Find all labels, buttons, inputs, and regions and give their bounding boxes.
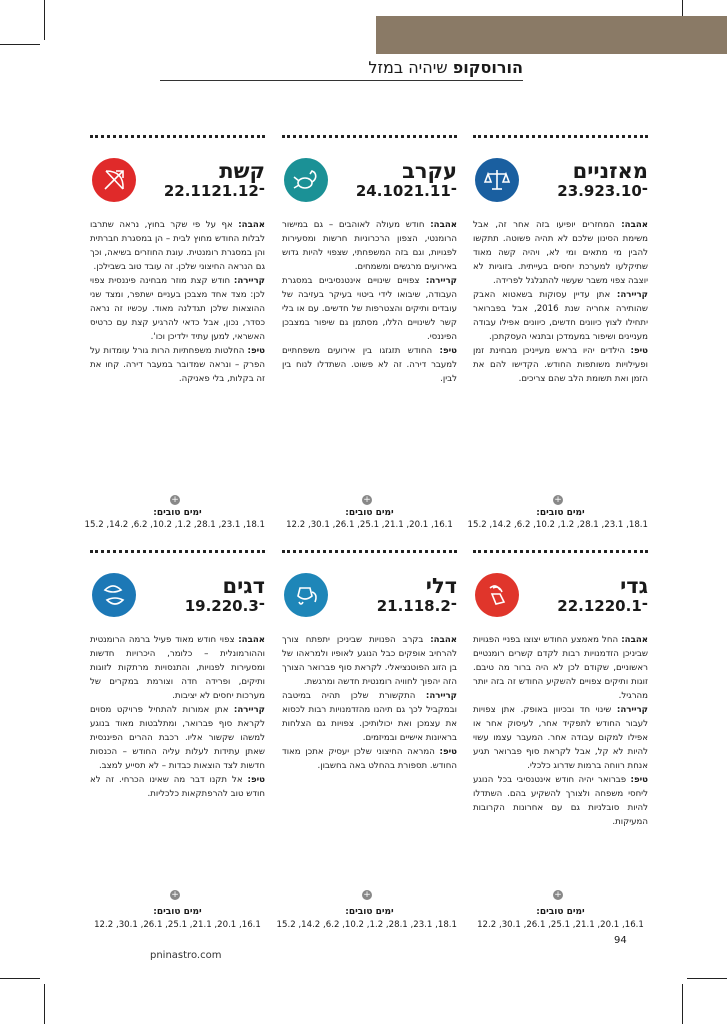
page-header-title <box>368 58 523 77</box>
section-label: אהבה: <box>430 220 457 230</box>
sign-name: קשת <box>219 159 265 183</box>
sign-header <box>282 156 457 204</box>
dotted-rule <box>473 550 648 553</box>
crop-mark <box>0 978 40 979</box>
sign-dates: 21.1־18.2 <box>376 597 457 615</box>
crop-mark <box>44 0 45 40</box>
good-days-label: ימים טובים: <box>536 508 585 518</box>
sign-title-block <box>557 160 648 200</box>
plus-icon: + <box>554 495 562 505</box>
section-text: שינוי חד ובכיוון באופק. אתן צפויות לעבור החודש לתפקיד אחר, לעיסוק אחר או אפילו למקום עבודה אחר. המעבר עצמו עשוי להיות לא קל, אבל לקראת סוף פברואר תגיע אנחת רווחה ברמות שדרוג כלכלי. <box>473 705 648 771</box>
page-number: 94 <box>614 935 627 946</box>
header-rule <box>160 80 523 81</box>
good-days-list: 18.1, 23.1, 28.1, 1.2, 10.2, 6.2, 14.2, 15.2 <box>467 520 648 530</box>
good-days-label: ימים טובים: <box>345 907 394 917</box>
section-label: אהבה: <box>621 220 648 230</box>
website-url: pninastro.com <box>150 950 222 961</box>
section-text: חודש מעולה לאוהבים – גם במישור הרומנטי, הצפון הרכרוניות חרשות ומסעירות לפגויות, וגם בזה המשפחתי, שצפוי להיות גדוש באירועים מרגשים ומשמחים. <box>282 220 457 272</box>
section-text: צפויים שינויים אינטנסיביים במסגרת העבודה, שיבואו לידי ביטוי בעיקר בעזיבה של עובדים ותיקים והצטרפות של חדשים. עם או בלי קשר לשינויים הללו, מסתמן גם שיפור במצבכן הפיננסי. <box>282 276 457 342</box>
sign-dates: 24.10־21.11 <box>355 182 457 200</box>
good-days-label: ימים טובים: <box>345 508 394 518</box>
section-text: הילדים יהיו בראש מעייניכן מבחינת זמן ופעילויות משותפות החודש. הקדישו להם את הזמן ואת תשומת הלב שהם צריכים. <box>473 346 648 384</box>
sign-name: דגים <box>222 574 265 598</box>
section-label: אהבה: <box>238 220 265 230</box>
section-label: טיפ: <box>630 775 648 785</box>
section-label: אהבה: <box>430 635 457 645</box>
section-text: אתן אמורות להתחיל פרויקט מסוים לקראת סוף פברואר, ומתלבטות מאוד בנוגע למשהו שקשור אליו. רכבת ההרים הפיננסית שאתן עתידות לעלות עליה החודש – הכנסות חדשות לצד הוצאות כבדות – לא תסייע למצב. <box>90 705 265 771</box>
section-label: אהבה: <box>621 635 648 645</box>
sign-header <box>473 571 648 619</box>
section-text: חודש קצת מוזר מבחינה פיננסית צפוי לכן: מצד אחד מצבכן בעניים ישתפר, ומצד שני ההוצאות שלכן תגדלנה מאוד. עכשיו זה נראה כסדר, נכון, אבל כדאי להרגיע קצת עם כרטיס האשראי, למען עתיד ילדיכן וכו'. <box>90 276 265 342</box>
sign-card-aquarius <box>276 550 457 940</box>
sign-card-pisces <box>90 550 265 940</box>
header-title-bold: הורוסקופ <box>452 58 523 77</box>
sign-header <box>90 571 265 619</box>
sign-title-block <box>557 575 648 615</box>
section-text: בקרב הפנויות שביניכן יתפתח צורך להרחיב אופקים כבל הנוגע לאופיו ולמראהו של בן הזוג הפוטנציאלי. לקראת סוף פברואר הצורך הזה יהפוך לחוויה רומנטית חדשה ומרגשת. <box>282 635 457 687</box>
section-text: אל תקנו דבר מה שאינו הכרחי. זה לא חודש טוב להרפתקאות כלכליות. <box>90 775 265 799</box>
plus-icon: + <box>171 495 179 505</box>
section-label: קריירה: <box>425 691 457 701</box>
plus-icon: + <box>171 890 179 900</box>
good-days-list: 16.1, 20.1, 21.1, 25.1, 26.1, 30.1, 12.2 <box>286 520 453 530</box>
section-label: אהבה: <box>238 635 265 645</box>
section-label: טיפ: <box>247 775 265 785</box>
sign-dates: 23.9־23.10 <box>557 182 648 200</box>
sign-name: גדי <box>620 574 648 598</box>
bow-arrow-icon <box>92 158 136 202</box>
section-label: קריירה: <box>425 276 457 286</box>
sign-body <box>282 633 457 883</box>
crop-mark <box>687 978 727 979</box>
section-label: קריירה: <box>616 705 648 715</box>
sign-title-block <box>356 160 457 200</box>
scales-icon <box>475 158 519 202</box>
sign-name: עקרב <box>402 159 457 183</box>
good-days-label: ימים טובים: <box>536 907 585 917</box>
dotted-rule <box>282 550 457 553</box>
section-text: אתן עדיין עסוקות בשאטוא האבק שהותירה אחריה שנת 2016, אבל בפברואר יתחילו לצוץ כיוונים חדשים, כיוונים אפילו עבודה מעניינים ושיפור במעמדכן ובתנאי העסקתכן. <box>473 290 648 342</box>
section-text: פברואר יהיה חודש אינטנסיבי בכל הנוגע ליחסי משפחה ולצורך להשקיע בהם. השתדלו להיות סובלניות גם עם אחרונות הקרובות המעיקות. <box>473 775 648 827</box>
section-text: החלטות משפחתיות הרות גורל עומדות על הפרק – ונראה שמדובר במעבר דירה. קחו את זה בקלות, בלי פאניקה. <box>90 346 265 384</box>
crop-mark <box>682 984 683 1024</box>
section-label: טיפ: <box>439 346 457 356</box>
section-text: אף על פי שקר בחוץ, נראה שתרבו לבלות החודש מחוץ לבית – הן במסגרת חברתית והן במסגרת רומנטית. עוגת החוזרים בשיאה, וכך גם הנראה החיצוני שלכן. זה עובד טוב בשבילכן. <box>90 220 265 272</box>
sign-body <box>90 218 265 468</box>
sign-card-libra <box>467 135 648 535</box>
good-days-label: ימים טובים: <box>153 508 202 518</box>
sign-card-sagittarius <box>84 135 265 535</box>
plus-icon: + <box>554 890 562 900</box>
sign-name: מאזניים <box>572 159 648 183</box>
dotted-rule <box>90 135 265 138</box>
section-text: התקשורת שלכן תהיה במיטבה ובמקביל לכך גם תיהנו מהזדמנויות רבות לכסוא את עצמכן ואת יכולותיכן. צפויות גם הצלחות בראיונות אישיים ובמיזמים. <box>282 691 457 743</box>
good-days-list: 16.1, 20.1, 21.1, 25.1, 26.1, 30.1, 12.2 <box>94 920 261 930</box>
sign-body <box>473 633 648 883</box>
sign-header <box>282 571 457 619</box>
dotted-rule <box>473 135 648 138</box>
sign-dates: 19.2־20.3 <box>184 597 265 615</box>
good-days-list: 18.1, 23.1, 28.1, 1.2, 10.2, 6.2, 14.2, 15.2 <box>276 920 457 930</box>
sign-title-block <box>185 575 265 615</box>
plus-icon: + <box>363 890 371 900</box>
section-text: החודש תזגזגו בין אירועים משפחתיים למעבר דירה. זה לא פשוט. השתדלו לנוח בין לבין. <box>282 346 457 384</box>
sign-card-scorpio <box>282 135 457 535</box>
fish-icon <box>92 573 136 617</box>
sign-dates: 22.11־21.12 <box>163 182 265 200</box>
sign-header <box>90 156 265 204</box>
good-days-list: 16.1, 20.1, 21.1, 25.1, 26.1, 30.1, 12.2 <box>477 920 644 930</box>
good-days-label: ימים טובים: <box>153 907 202 917</box>
sign-dates: 22.12־20.1 <box>557 597 648 615</box>
section-text: צפוי חודש מאוד פעיל ברמה הרומנטית וההורמונלית – כלומר, היכרויות חדשות ומסעירות לפנויות, והתנסויות מרתקות לזוגות ותיקים, ופרידה חדה וצורמת במקרים של מערכות יחסים לא יציבות. <box>90 635 265 701</box>
good-days-list: 18.1, 23.1, 28.1, 1.2, 10.2, 6.2, 14.2, 15.2 <box>84 520 265 530</box>
scorpion-icon <box>284 158 328 202</box>
sign-title-block <box>377 575 457 615</box>
sign-title-block <box>164 160 265 200</box>
section-text: החל מאמצע החודש יצוצו בפניי הפגויות שביניכן הזדמנויות רבות לקדם קשרים רומנטיים ראשוניים, שקודם לכן לא היה ברור מה טיבם. זוגות ותיקים צפויים להשקיע החודש זה בזה יותר מהרגיל. <box>473 635 648 701</box>
section-text: המראה החיצוני שלכן יעסיק אתכן מאוד החודש. תספורת בהחלט באה בחשבון. <box>282 747 457 771</box>
sign-body <box>473 218 648 468</box>
crop-mark <box>0 44 40 45</box>
sign-body <box>282 218 457 468</box>
dotted-rule <box>282 135 457 138</box>
crop-mark <box>44 984 45 1024</box>
header-title-rest: שיהיה במזל <box>368 58 448 77</box>
sign-body <box>90 633 265 883</box>
section-text: המחזרים יופיעו בזה אחר זה, אבל משימת הסינון שלכם לא תהיה פשוטה. תתקשו להבין מי מתאים ומי לא, ויהיה קשה מאוד שתיקלעו למערכת יחסים בעייתית. בזוגיות לא יוצבה צפוי משבר שעשוי להתגלגל לפרידה. <box>473 220 648 286</box>
section-label: טיפ: <box>247 346 265 356</box>
dotted-rule <box>90 550 265 553</box>
sign-header <box>473 156 648 204</box>
section-label: קריירה: <box>616 290 648 300</box>
section-label: קריירה: <box>233 276 265 286</box>
header-color-bar <box>376 16 727 54</box>
sign-card-capricorn <box>473 550 648 940</box>
water-bearer-icon <box>284 573 328 617</box>
section-label: קריירה: <box>233 705 265 715</box>
plus-icon: + <box>363 495 371 505</box>
sign-name: דלי <box>425 574 457 598</box>
section-label: טיפ: <box>630 346 648 356</box>
section-label: טיפ: <box>439 747 457 757</box>
goat-icon <box>475 573 519 617</box>
